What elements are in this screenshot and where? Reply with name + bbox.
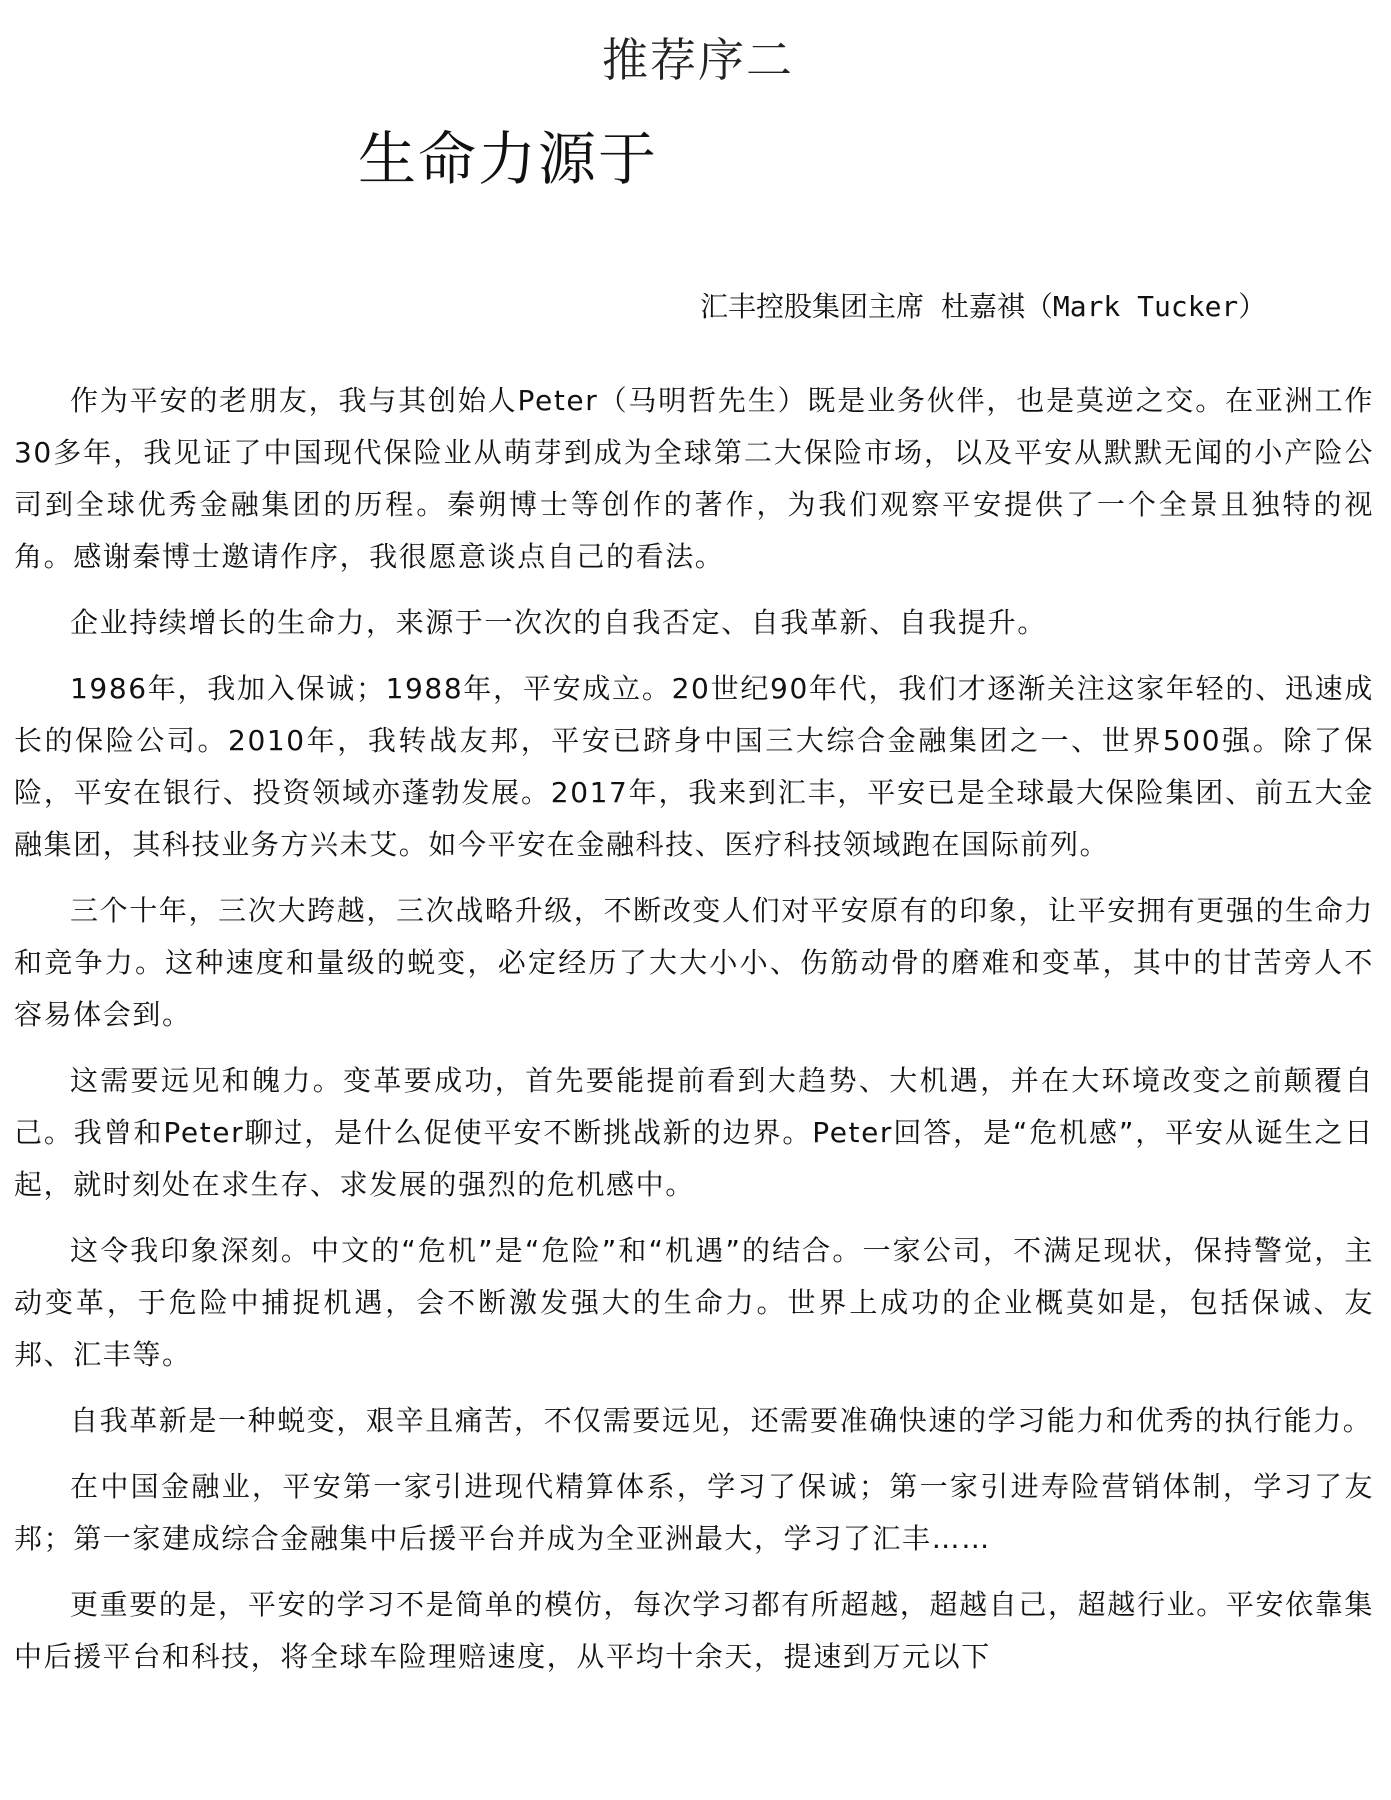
author-byline: 汇丰控股集团主席 杜嘉祺（Mark Tucker） (700, 290, 1267, 323)
chapter-title: 生命力源于 (358, 125, 659, 193)
paragraph: 自我革新是一种蜕变，艰辛且痛苦，不仅需要远见，还需要准确快速的学习能力和优秀的执行能力。 (70, 1404, 1373, 1437)
paragraph: 企业持续增长的生命力，来源于一次次的自我否定、自我革新、自我提升。 (70, 606, 1047, 639)
paragraph: 1986年，我加入保诚；1988年，平安成立。20世纪90年代，我们才逐渐关注这家年轻的、迅速成长的保险公司。2010年，我转战友邦，平安已跻身中国三大综合金融集团之一、世界500强。除了保险，平安在银行、投资领域亦蓬勃发展。2017年，我来到汇丰，平安已是全球最大保险集团、前五大金融集团，其科技业务方兴未艾。如今平安在金融科技、医疗科技领域跑在国际前列。 (14, 672, 1374, 861)
paragraph: 在中国金融业，平安第一家引进现代精算体系，学习了保诚；第一家引进寿险营销体制，学习了友邦；第一家建成综合金融集中后援平台并成为全亚洲最大，学习了汇丰…… (14, 1470, 1374, 1555)
section-heading: 推荐序二 (602, 33, 794, 87)
paragraph: 作为平安的老朋友，我与其创始人Peter（马明哲先生）既是业务伙伴，也是莫逆之交。在亚洲工作30多年，我见证了中国现代保险业从萌芽到成为全球第二大保险市场，以及平安从默默无闻的小产险公司到全球优秀金融集团的历程。秦朔博士等创作的著作，为我们观察平安提供了一个全景且独特的视角。感谢秦博士邀请作序，我很愿意谈点自己的看法。 (14, 384, 1374, 573)
paragraph: 更重要的是，平安的学习不是简单的模仿，每次学习都有所超越，超越自己，超越行业。平安依靠集中后援平台和科技，将全球车险理赔速度，从平均十余天，提速到万元以下 (14, 1588, 1374, 1673)
paragraph: 这需要远见和魄力。变革要成功，首先要能提前看到大趋势、大机遇，并在大环境改变之前颠覆自己。我曾和Peter聊过，是什么促使平安不断挑战新的边界。Peter回答，是“危机感”，平安从诞生之日起，就时刻处在求生存、求发展的强烈的危机感中。 (14, 1064, 1374, 1201)
paragraph: 三个十年，三次大跨越，三次战略升级，不断改变人们对平安原有的印象，让平安拥有更强的生命力和竞争力。这种速度和量级的蜕变，必定经历了大大小小、伤筋动骨的磨难和变革，其中的甘苦旁人不容易体会到。 (14, 894, 1374, 1031)
paragraph: 这令我印象深刻。中文的“危机”是“危险”和“机遇”的结合。一家公司，不满足现状，保持警觉，主动变革，于危险中捕捉机遇，会不断激发强大的生命力。世界上成功的企业概莫如是，包括保诚、友邦、汇丰等。 (14, 1234, 1374, 1371)
body-text (14, 375, 1374, 1697)
